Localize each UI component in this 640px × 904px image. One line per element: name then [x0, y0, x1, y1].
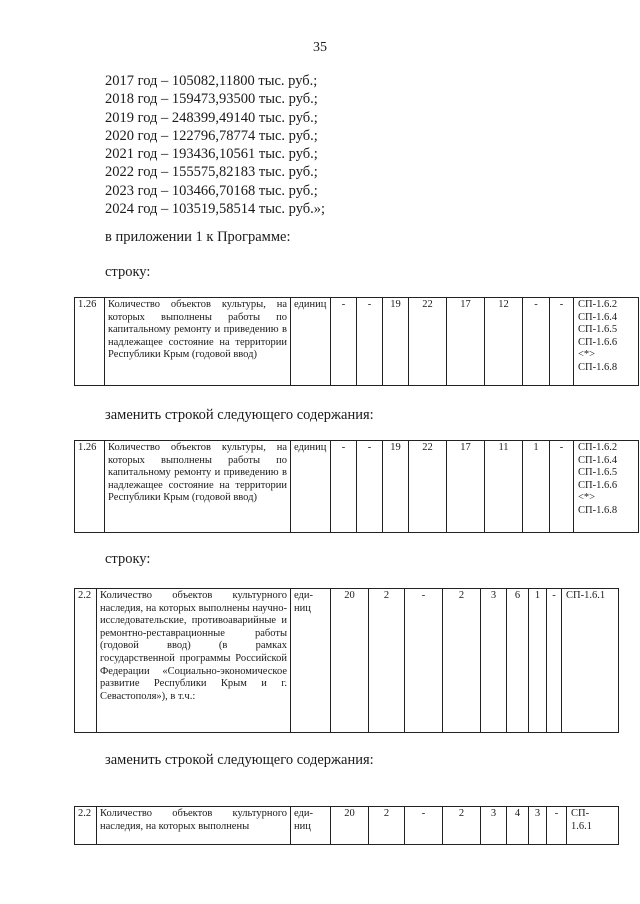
table-old-row-1-26 [74, 297, 639, 386]
unit-line: ниц [294, 602, 311, 614]
value-cell: 1 [529, 589, 547, 733]
table-new-row-1-26 [74, 440, 639, 533]
value-cell: - [523, 298, 550, 386]
appendix-heading: в приложении 1 к Программе: [105, 229, 291, 245]
row-number: 1.26 [75, 441, 105, 533]
value-cell: 6 [507, 589, 529, 733]
code-line: СП-1.6.4 [578, 311, 618, 323]
amount-line: 2023 год – 103466,70168 тыс. руб.; [105, 182, 318, 199]
value-cell: 17 [447, 298, 485, 386]
value-cell: - [357, 298, 383, 386]
value-cell: 19 [383, 441, 409, 533]
table-row [75, 807, 619, 845]
code-line: СП-1.6.6 [578, 479, 618, 491]
unit-line: еди- [294, 590, 313, 601]
value-cell: 2 [369, 589, 405, 733]
value-cell: 12 [485, 298, 523, 386]
unit-cell: единиц [291, 441, 331, 533]
value-cell: 2 [443, 589, 481, 733]
code-line: <*> [578, 492, 596, 504]
codes-cell [574, 298, 639, 386]
unit-cell: единиц [291, 298, 331, 386]
value-cell: - [331, 298, 357, 386]
row-number: 1.26 [75, 298, 105, 386]
indicator-name: Количество объектов культуры, на которых выполнены работы по капитальному ремонту и приведению в надлежащее состояние на территории Республики Крым (годовой ввод) [105, 441, 291, 533]
codes-cell [567, 807, 619, 845]
codes-cell [574, 441, 639, 533]
value-cell: - [405, 589, 443, 733]
code-line: СП-1.6.6 [578, 336, 618, 348]
value-cell: - [357, 441, 383, 533]
unit-line: еди- [294, 808, 313, 819]
value-cell: - [547, 807, 567, 845]
amount-line: 2020 год – 122796,78774 тыс. руб.; [105, 127, 318, 144]
code-line: СП-1.6.5 [578, 467, 618, 479]
code-line: СП-1.6.2 [578, 442, 618, 453]
value-cell: 2 [369, 807, 405, 845]
value-cell: 3 [481, 589, 507, 733]
row-label-1: строку: [105, 264, 151, 280]
table-new-row-2-2 [74, 806, 619, 845]
code-line: СП-1.6.2 [578, 299, 618, 310]
indicator-name: Количество объектов культурного наследия, на которых выполнены научно-исследовательские, противоаварийные и ремонтно-реставрационные работы (годовой ввод) (в рамках государственной программы Российской Федерации «Социально-экономическое развитие Республики Крым и г. Севастополя»), в т.ч.: [97, 589, 291, 733]
indicator-name: Количество объектов культурного наследия, на которых выполнены [97, 807, 291, 845]
indicator-name: Количество объектов культуры, на которых выполнены работы по капитальному ремонту и приведению в надлежащее состояние на территории Республики Крым (годовой ввод) [105, 298, 291, 386]
amount-line: 2022 год – 155575,82183 тыс. руб.; [105, 164, 318, 181]
code-line: СП- [571, 808, 590, 819]
value-cell: 11 [485, 441, 523, 533]
unit-cell [291, 589, 331, 733]
value-cell: 2 [443, 807, 481, 845]
value-cell: 20 [331, 589, 369, 733]
code-line: <*> [578, 349, 596, 361]
value-cell: 3 [529, 807, 547, 845]
value-cell: 17 [447, 441, 485, 533]
unit-cell [291, 807, 331, 845]
value-cell: - [550, 441, 574, 533]
code-line: СП-1.6.4 [578, 454, 618, 466]
funding-amounts-list [105, 72, 325, 218]
value-cell: - [405, 807, 443, 845]
unit-line: ниц [294, 820, 311, 832]
row-number: 2.2 [75, 807, 97, 845]
row-number: 2.2 [75, 589, 97, 733]
value-cell: - [550, 298, 574, 386]
code-line: СП-1.6.5 [578, 324, 618, 336]
value-cell: 3 [481, 807, 507, 845]
replace-instruction-1: заменить строкой следующего содержания: [105, 407, 374, 423]
amount-line: 2024 год – 103519,58514 тыс. руб.»; [105, 201, 326, 218]
code-line: 1.6.1 [571, 820, 592, 832]
table-old-row-2-2 [74, 588, 619, 733]
amount-line: 2021 год – 193436,10561 тыс. руб.; [105, 146, 318, 163]
table-row [75, 589, 619, 733]
amount-line: 2017 год – 105082,11800 тыс. руб.; [105, 73, 318, 89]
amount-line: 2019 год – 248399,49140 тыс. руб.; [105, 109, 318, 126]
code-line: СП-1.6.8 [578, 504, 618, 516]
value-cell: 19 [383, 298, 409, 386]
codes-cell: СП-1.6.1 [562, 589, 619, 733]
table-row [75, 298, 639, 386]
row-label-2: строку: [105, 551, 151, 567]
table-row [75, 441, 639, 533]
replace-instruction-2: заменить строкой следующего содержания: [105, 752, 374, 768]
value-cell: 4 [507, 807, 529, 845]
code-line: СП-1.6.8 [578, 361, 618, 373]
value-cell: 1 [523, 441, 550, 533]
value-cell: 22 [409, 441, 447, 533]
value-cell: 22 [409, 298, 447, 386]
page-number: 35 [313, 40, 327, 55]
amount-line: 2018 год – 159473,93500 тыс. руб.; [105, 91, 318, 108]
value-cell: - [331, 441, 357, 533]
value-cell: 20 [331, 807, 369, 845]
value-cell: - [547, 589, 562, 733]
